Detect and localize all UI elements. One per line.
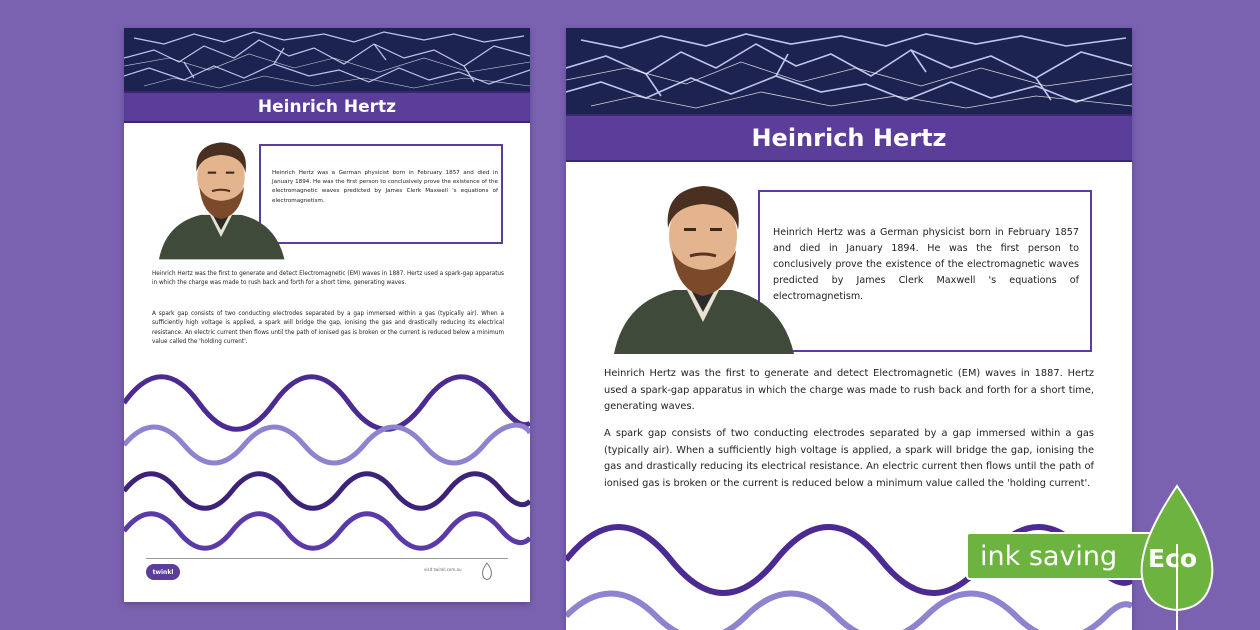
eco-mini-icon bbox=[476, 562, 498, 582]
paragraph-em-waves: Heinrich Hertz was the first to generate and detect Electromagnetic (EM) waves in 1887. Hertz used a spark-gap apparatus in which the charge was made to rush back and forth for a short time, generating waves. bbox=[604, 368, 1094, 413]
paragraph-spark-gap: A spark gap consists of two conducting electrodes separated by a gap immersed within a gas (typically air). When a sufficiently high voltage is applied, a spark will bridge the gap, ionising the gas and drastically reducing its electrical resistance. An electric current then flows until the path of ionised gas is broken or the current is reduced below a minimum value called the 'holding current'. bbox=[152, 311, 504, 345]
ink-saving-text: ink saving bbox=[980, 540, 1118, 572]
intro-text: Heinrich Hertz was a German physicist born in February 1857 and died in January 1894. He was the first person to conclusively prove the existence of the electromagnetic waves predicted by James Clerk Maxwell 's equations of electromagnetism. bbox=[272, 170, 498, 204]
footer-divider bbox=[146, 558, 508, 559]
wave-decoration bbox=[124, 373, 530, 555]
intro-text: Heinrich Hertz was a German physicist born in February 1857 and died in January 1894. He was the first person to conclusively prove the existence of the electromagnetic waves predicted by James Clerk Maxwell 's equations of electromagnetism. bbox=[773, 227, 1079, 302]
ink-saving-badge bbox=[966, 484, 1222, 630]
twinkl-logo: twinkl bbox=[146, 564, 180, 580]
page-title: Heinrich Hertz bbox=[124, 91, 530, 123]
footer-url: visit twinkl.com.au bbox=[424, 567, 462, 572]
lightning-banner bbox=[124, 28, 530, 92]
eco-text: Eco bbox=[1148, 544, 1198, 573]
paragraph-spark-gap: A spark gap consists of two conducting electrodes separated by a gap immersed within a gas (typically air). When a sufficiently high voltage is applied, a spark will bridge the gap, ionising the gas and drastically reducing its electrical resistance. An electric current then flows until the path of ionised gas is broken or the current is reduced below a minimum value called the 'holding current'. bbox=[604, 428, 1094, 489]
paragraph-em-waves: Heinrich Hertz was the first to generate and detect Electromagnetic (EM) waves in 1887. Hertz used a spark-gap apparatus in which the charge was made to rush back and forth for a short time, generating waves. bbox=[152, 271, 504, 287]
heinrich-hertz-portrait bbox=[152, 129, 290, 263]
worksheet-preview-full bbox=[124, 28, 530, 602]
lightning-banner bbox=[566, 28, 1132, 114]
page-title: Heinrich Hertz bbox=[566, 114, 1132, 162]
